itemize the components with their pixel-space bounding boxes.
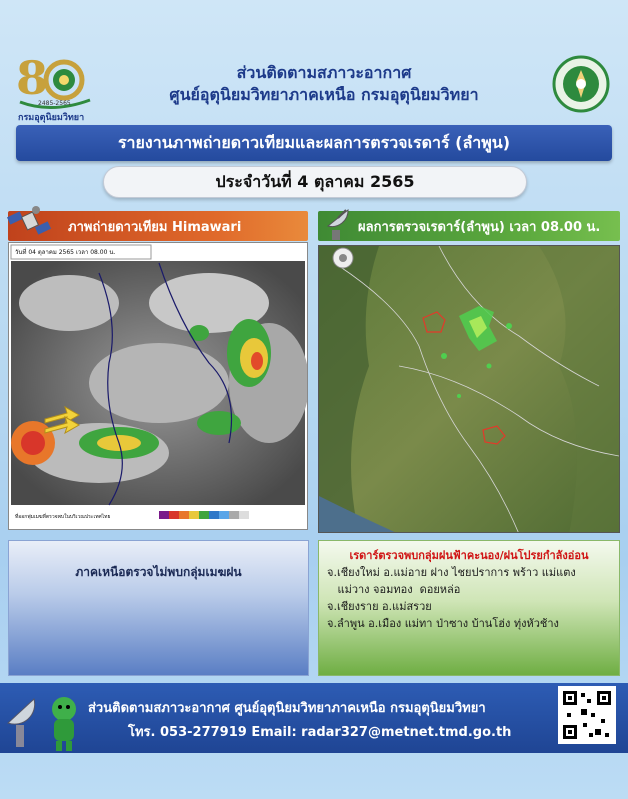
radar-panel-title: ผลการตรวจเรดาร์(ลำพูน) เวลา 08.00 น. <box>318 211 620 241</box>
footer-org: ส่วนติดตามสภาวะอากาศ ศูนย์อุตุนิยมวิทยาภาคเหนือ กรมอุตุนิยมวิทยา <box>88 701 486 716</box>
radar-area-line: จ.ลำพูน อ.เมือง แม่ทา ป่าซาง บ้านโฮ่ง ทุ่งหัวช้าง <box>327 617 559 630</box>
satellite-image <box>8 242 308 530</box>
radar-highlight-text: เรดาร์ตรวจพบกลุ่มฝนฟ้าคะนอง/ฝนโปรยกำลังอ่อน <box>349 549 589 562</box>
mascot-with-radar <box>4 683 88 755</box>
header-line-1: ส่วนติดตามสภาวะอากาศ <box>236 63 412 82</box>
header <box>100 62 548 106</box>
logo-org-name: กรมอุตุนิยมวิทยา <box>18 113 85 123</box>
header-line-2: ศูนย์อุตุนิยมวิทยาภาคเหนือ กรมอุตุนิยมวิทยา <box>169 85 479 104</box>
satellite-legend-note: ที่ออกพุ่มเมฆที่ตรวจพบในบริเวณประเทศไทย <box>15 514 111 520</box>
radar-area-line: จ.เชียงราย อ.แม่สรวย <box>327 600 432 613</box>
tmd-80-years-logo <box>12 52 96 124</box>
radar-dish-icon <box>322 204 362 244</box>
tmd-seal-logo <box>552 54 610 122</box>
footer <box>0 683 628 753</box>
radar-area-line: แม่วาง จอมทอง ดอยหล่อ <box>327 583 461 596</box>
satellite-image-caption: วันที่ 04 ตุลาคม 2565 เวลา 08.00 น. <box>15 249 116 256</box>
radar-summary-box <box>318 540 620 676</box>
report-date: ประจำวันที่ 4 ตุลาคม 2565 <box>103 166 527 198</box>
satellite-icon <box>6 200 54 244</box>
satellite-summary-text: ภาคเหนือตรวจไม่พบกลุ่มเมฆฝน <box>75 565 242 579</box>
report-title: รายงานภาพถ่ายดาวเทียมและผลการตรวจเรดาร์ (ลำพูน) <box>16 125 612 161</box>
radar-image <box>318 245 620 533</box>
svg-text:8: 8 <box>16 52 49 105</box>
logo-years: 2485-2565 <box>38 100 71 107</box>
qr-code[interactable] <box>558 686 616 744</box>
footer-contact: โทร. 053-277919 Email: radar327@metnet.tmd.go.th <box>128 725 512 740</box>
radar-area-line: จ.เชียงใหม่ อ.แม่อาย ฝาง ไชยปราการ พร้าว แม่แตง <box>327 566 576 579</box>
satellite-panel-title: ภาพถ่ายดาวเทียม Himawari <box>8 211 308 241</box>
satellite-summary-box <box>8 540 309 676</box>
